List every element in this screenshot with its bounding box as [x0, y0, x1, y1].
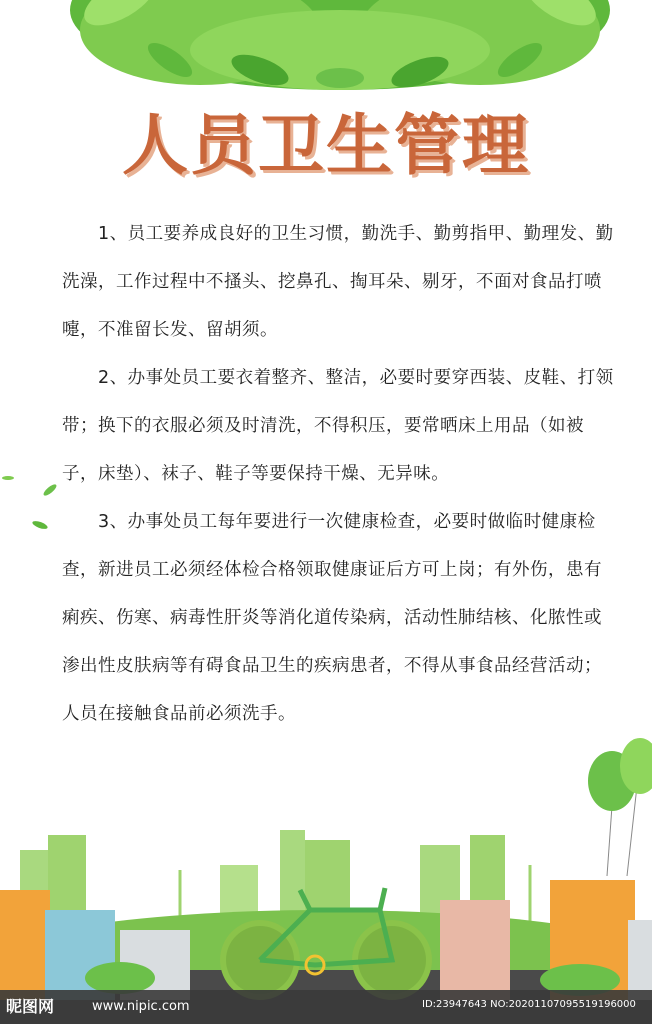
leaf-canopy-decoration: [60, 0, 620, 90]
watermark-site: www.nipic.com: [92, 999, 190, 1014]
watermark-id: ID:23947643 NO:20201107095519196000: [422, 999, 636, 1010]
rule-paragraph-1: 1、员工要养成良好的卫生习惯，勤洗手、勤剪指甲、勤理发、勤洗澡，工作过程中不搔头、挖鼻孔、掏耳朵、剔牙，不面对食品打喷嚏，不准留长发、留胡须。: [62, 224, 614, 340]
rule-paragraph-2: 2、办事处员工要衣着整齐、整洁，必要时要穿西装、皮鞋、打领带；换下的衣服必须及时清洗，不得积压，要常晒床上用品（如被子，床垫）、袜子、鞋子等要保持干燥、无异味。: [62, 368, 614, 484]
watermark-logo: 昵图网: [6, 997, 55, 1016]
rule-paragraph-3: 3、办事处员工每年要进行一次健康检查，必要时做临时健康检查，新进员工必须经体检合格领取健康证后方可上岗；有外伤，患有痢疾、伤寒、病毒性肝炎等消化道传染病，活动性肺结核、化脓性或渗出性皮肤病等有碍食品卫生的疾病患者，不得从事食品经营活动；人员在接触食品前必须洗手。: [62, 512, 602, 724]
rules-content: [62, 210, 614, 738]
floating-leaves-decoration: [0, 470, 60, 540]
page-title: 人员卫生管理: [122, 107, 530, 184]
